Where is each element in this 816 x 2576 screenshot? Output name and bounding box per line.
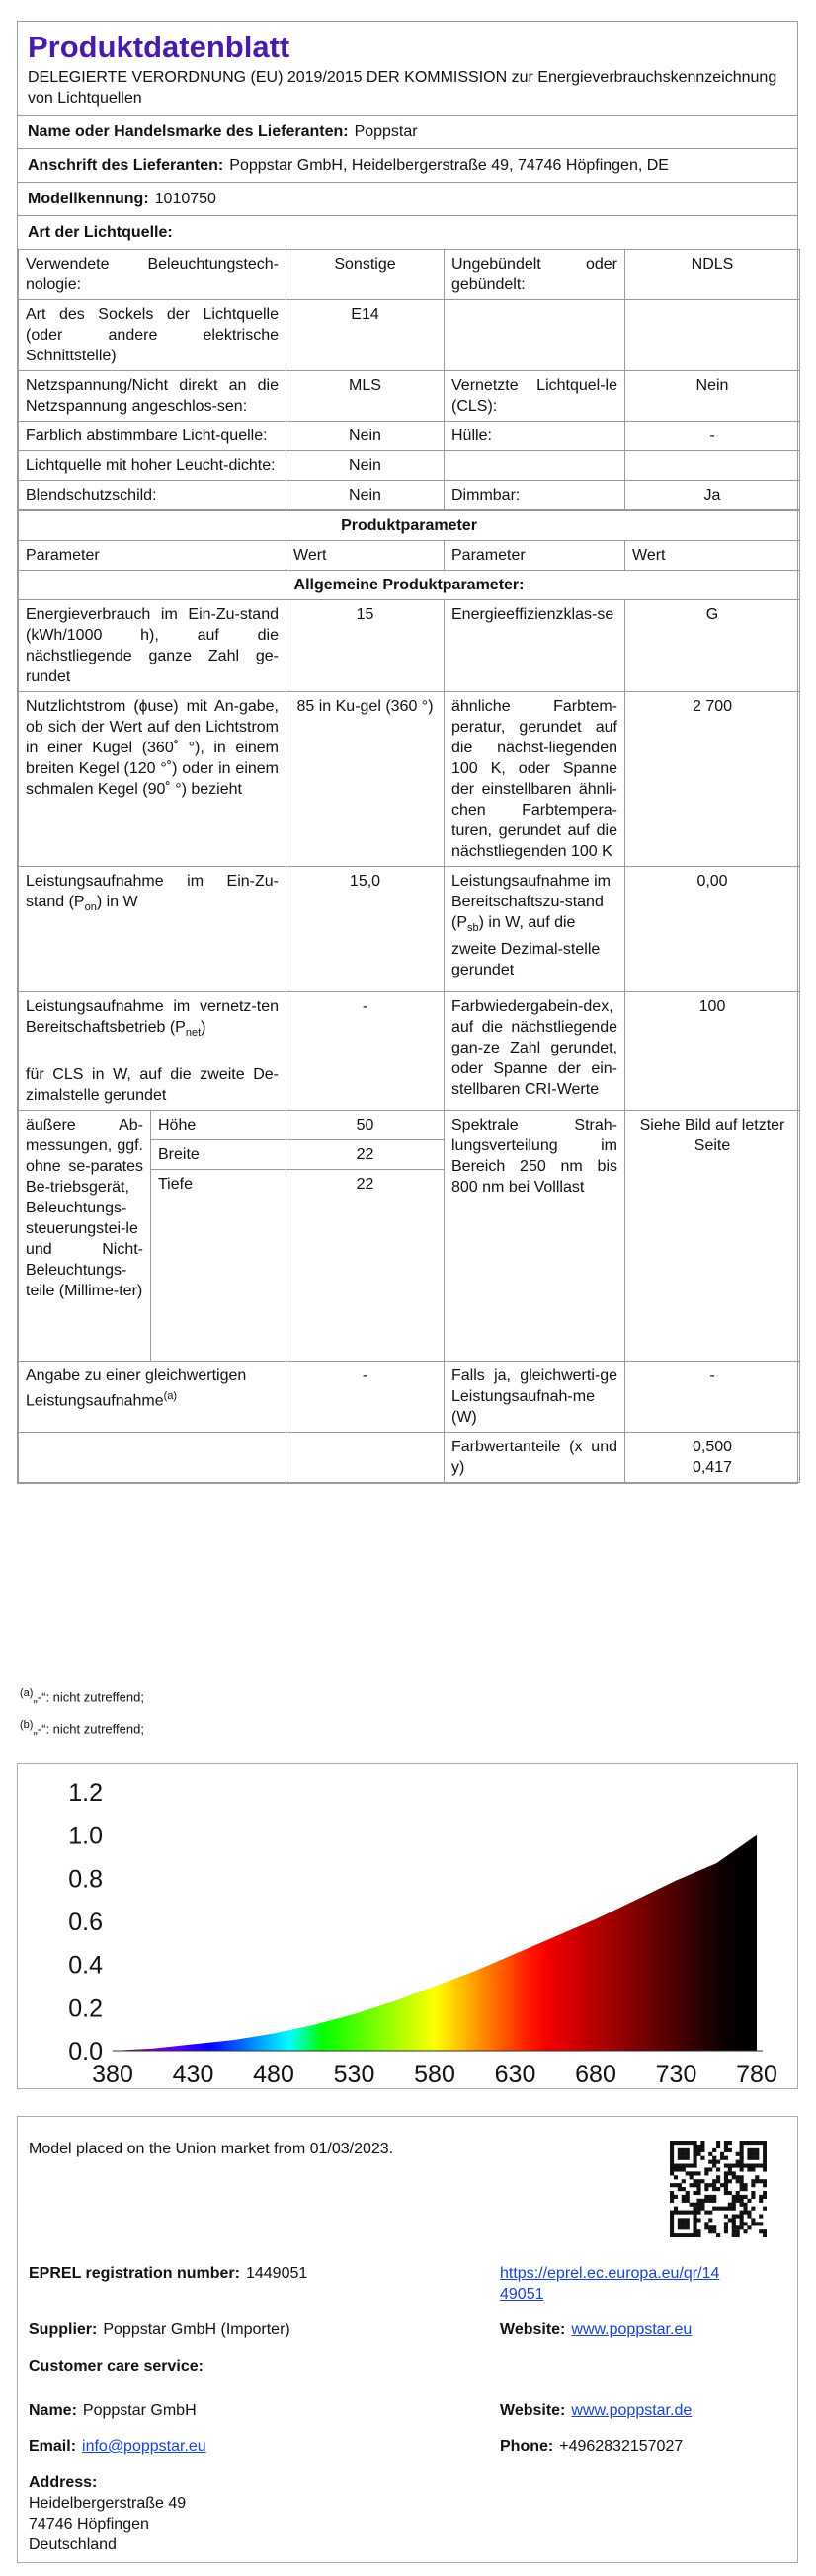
eprel-link[interactable]: https://eprel.ec.europa.eu/qr/14 49051 [500, 2265, 720, 2303]
type-value: Nein [286, 422, 445, 451]
type-table [18, 249, 800, 510]
care-website-link[interactable]: www.poppstar.de [571, 2402, 693, 2419]
footnotes [20, 1679, 144, 1744]
x-tick-label: 780 [736, 2061, 777, 2088]
class-value: G [625, 600, 800, 692]
x-tick-label: 430 [172, 2061, 214, 2088]
type-label: Blendschutzschild: [19, 481, 286, 510]
type-row [19, 371, 800, 422]
light-source-type-heading: Art der Lichtquelle: [18, 215, 797, 249]
flux-label: Nutzlichtstrom (ɸuse) mit An-gabe, ob sich der Wert auf den Lichtstrom in einer Kugel (360˚ °), in einem breiten Kegel (120 °˚) oder in einem schmalen Kegel (90˚ °) bezieht [19, 692, 286, 867]
type-row [19, 451, 800, 481]
type-label-2: Dimmbar: [445, 481, 625, 510]
width-value: 22 [286, 1140, 445, 1170]
supplier-row: Name oder Handelsmarke des Lieferanten: Poppstar [18, 115, 797, 148]
dimensions-label: äußere Ab-messungen, ggf. ohne se-parates Be-triebsgerät, Beleuchtungs-steuerungstei-le und Nicht-Beleuchtungs-teile (Millime-ter) [19, 1111, 151, 1362]
chromaticity-value: 0,500 0,417 [625, 1433, 800, 1483]
website-link[interactable]: www.poppstar.eu [571, 2321, 693, 2338]
type-value: MLS [286, 371, 445, 422]
equivalent-power-value: - [286, 1362, 445, 1433]
cri-label: Farbwiedergabein-dex, auf die nächstliegende gan-ze Zahl gerundet, oder Spanne der ein-stellbaren CRI-Werte [445, 992, 625, 1111]
spectral-chart [17, 1763, 798, 2089]
website-info: Website: www.poppstar.eu [500, 2321, 693, 2338]
type-value-2: Nein [625, 371, 800, 422]
params-table [18, 510, 800, 1483]
type-row [19, 422, 800, 451]
x-tick-label: 680 [575, 2061, 616, 2088]
type-label-2: Ungebündelt oder gebündelt: [445, 250, 625, 300]
type-label-2: Hülle: [445, 422, 625, 451]
class-label: Energieeffizienzklas-se [445, 600, 625, 692]
care-name: Name: Poppstar GmbH [29, 2402, 197, 2419]
type-label: Netzspannung/Nicht direkt an die Netzspannung angeschlos-sen: [19, 371, 286, 422]
type-value-2 [625, 451, 800, 481]
cct-value: 2 700 [625, 692, 800, 867]
empty-cell-2 [286, 1433, 445, 1483]
care-website: Website: www.poppstar.de [500, 2402, 693, 2419]
x-tick-label: 630 [494, 2061, 536, 2088]
col-header-value-2: Wert [625, 541, 800, 571]
col-header-value: Wert [286, 541, 445, 571]
y-tick-label: 0.6 [68, 1909, 103, 1936]
equivalent-power-label: Angabe zu einer gleichwertigen Leistungsaufnahme$^{(a)}$ [19, 1362, 286, 1433]
y-tick-label: 0.0 [68, 2038, 103, 2066]
type-value: Nein [286, 451, 445, 481]
x-tick-label: 480 [253, 2061, 294, 2088]
psb-value: 0,00 [625, 867, 800, 992]
cri-value: 100 [625, 992, 800, 1111]
y-tick-label: 0.2 [68, 1994, 103, 2023]
eprel-box [17, 2116, 798, 2563]
spectral-value: Siehe Bild auf letzter Seite [625, 1111, 800, 1362]
chromaticity-label: Farbwertanteile (x und y) [445, 1433, 625, 1483]
empty-cell [19, 1433, 286, 1483]
width-label: Breite [151, 1140, 286, 1170]
y-tick-label: 1.2 [68, 1779, 103, 1807]
equivalent-power-w-value: - [625, 1362, 800, 1433]
x-tick-label: 380 [92, 2061, 133, 2088]
type-value-2: - [625, 422, 800, 451]
regulation-text: DELEGIERTE VERORDNUNG (EU) 2019/2015 DER KOMMISSION zur Energieverbrauchskennzeichnung von Lichtquellen [28, 69, 777, 107]
col-header-param: Parameter [19, 541, 286, 571]
type-label: Verwendete Beleuchtungstech-nologie: [19, 250, 286, 300]
y-tick-label: 0.4 [68, 1951, 103, 1980]
y-tick-label: 0.8 [68, 1865, 103, 1894]
type-label-2 [445, 451, 625, 481]
height-label: Höhe [151, 1111, 286, 1140]
type-row [19, 481, 800, 510]
equivalent-power-w-label: Falls ja, gleichwerti-ge Leistungsaufnah-me (W) [445, 1362, 625, 1433]
type-label: Art des Sockels der Lichtquelle (oder andere elektrische Schnittstelle) [19, 300, 286, 371]
pon-value: 15,0 [286, 867, 445, 992]
pon-label: Leistungsaufnahme im Ein-Zu-stand $(P_{on})$ in W [19, 867, 286, 992]
x-tick-label: 730 [655, 2061, 697, 2088]
page-title: Produktdatenblatt [28, 30, 290, 64]
type-label: Farblich abstimmbare Licht-quelle: [19, 422, 286, 451]
type-row [19, 300, 800, 371]
depth-value: 22 [286, 1170, 445, 1362]
type-row [19, 250, 800, 300]
y-tick-label: 1.0 [68, 1822, 103, 1850]
x-tick-label: 530 [333, 2061, 375, 2088]
email-link[interactable]: info@poppstar.eu [82, 2438, 206, 2455]
customer-care-heading: Customer care service: [29, 2358, 204, 2375]
spectral-label: Spektrale Strah-lungsverteilung im Bereich 250 nm bis 800 nm bei Volllast [445, 1111, 625, 1362]
height-value: 50 [286, 1111, 445, 1140]
type-value: Sonstige [286, 250, 445, 300]
pnet-value: - [286, 992, 445, 1111]
care-email: Email: info@poppstar.eu [29, 2438, 206, 2455]
footnote-b: $^{(b)}$„-“: nicht zutreffend; [20, 1719, 144, 1737]
spectral-chart-svg [18, 1764, 797, 2088]
care-phone: Phone: +4962832157027 [500, 2438, 684, 2455]
type-value-2: NDLS [625, 250, 800, 300]
energy-label: Energieverbrauch im Ein-Zu-stand (kWh/1000 h), auf die nächstliegende ganze Zahl ge-rundet [19, 600, 286, 692]
placed-on-market-text: Model placed on the Union market from 01/03/2023. [29, 2141, 394, 2157]
type-label: Lichtquelle mit hoher Leucht-dichte: [19, 451, 286, 481]
type-value: E14 [286, 300, 445, 371]
psb-label: Leistungsaufnahme im Bereitschaftszu-stand $(P_{sb})$ in W, auf die zweite Dezimal-stelle gerundet [445, 867, 625, 992]
care-address: Address: Heidelbergerstraße 49 74746 Höpfingen Deutschland [29, 2474, 187, 2553]
type-label-2: Vernetzte Lichtquel-le (CLS): [445, 371, 625, 422]
params-section-title: Produktparameter [19, 511, 800, 541]
x-tick-label: 580 [414, 2061, 455, 2088]
col-header-param-2: Parameter [445, 541, 625, 571]
supplier-info: Supplier: Poppstar GmbH (Importer) [29, 2321, 290, 2338]
qr-code-icon[interactable] [670, 2141, 767, 2237]
model-row: Modellkennung: 1010750 [18, 182, 797, 215]
spectrum-area [113, 1835, 757, 2051]
energy-value: 15 [286, 600, 445, 692]
flux-value: 85 in Ku-gel (360 °) [286, 692, 445, 867]
eprel-registration: EPREL registration number: 1449051 [29, 2265, 308, 2282]
type-value: Nein [286, 481, 445, 510]
cct-label: ähnliche Farbtem-peratur, gerundet auf die nächst-liegenden 100 K, oder Spanne der einstellbaren ähnli-chen Farbtempera-turen, gerundet auf die nächstliegenden 100 K [445, 692, 625, 867]
product-datasheet [17, 21, 798, 1484]
depth-label: Tiefe [151, 1170, 286, 1362]
address-row: Anschrift des Lieferanten: Poppstar GmbH, Heidelbergerstraße 49, 74746 Höpfingen, DE [18, 148, 797, 182]
type-value-2: Ja [625, 481, 800, 510]
footnote-a: $^{(a)}$„-“: nicht zutreffend; [20, 1687, 144, 1705]
general-params-title: Allgemeine Produktparameter: [19, 571, 800, 600]
pnet-label: Leistungsaufnahme im vernetz-ten Bereitschaftsbetrieb $(P_{net})$ für CLS in W, auf die zweite De-zimalstelle gerundet [19, 992, 286, 1111]
type-label-2 [445, 300, 625, 371]
type-value-2 [625, 300, 800, 371]
